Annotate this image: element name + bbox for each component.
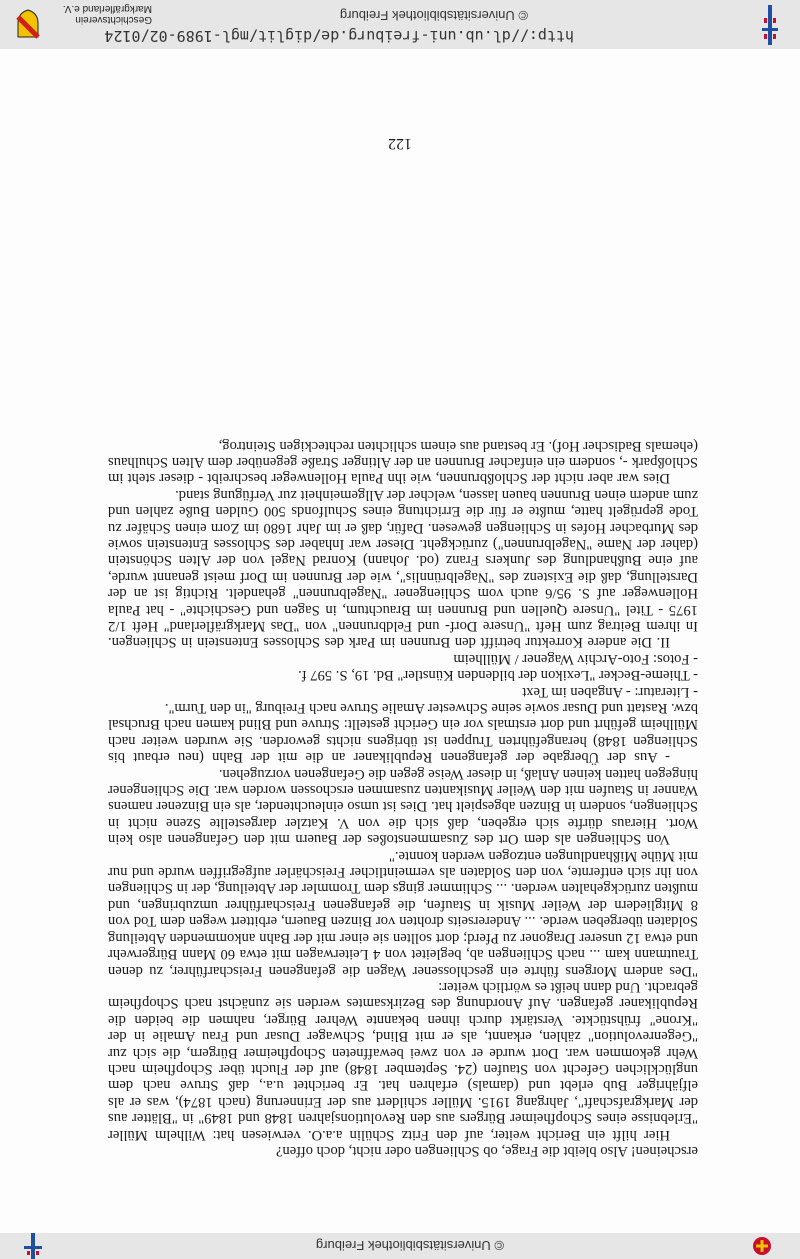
university-emblem-icon xyxy=(24,1233,42,1259)
paragraph-schlossbrunnen: Dies war aber nicht der Schloßbrunnen, wie ihn Paula Hollenweger beschreibt - dieser steht im Schloßpark -, sondern ein einfacher Brunnen an der Altinger Straße gegenüber dem Alten Schulhaus (ehemals Badischer Hof). Er bestand aus einem schlichten rechteckigen Steintrog, xyxy=(108,437,698,487)
photo-credit: - Fotos: Foto-Archiv Wagener / Müllheim xyxy=(453,650,698,667)
university-emblem-icon xyxy=(762,5,778,45)
paragraph-transfer: - Aus der Übergabe der gefangenen Republikaner an die mit der Bahn (neu erbaut bis Schliengen 1848) herangeführten Truppen ist übrigens nichts geworden. Sie wurden weiter nach Müllheim geführt und dort erstmals vor ein Gericht gestellt: Struve und Blind kamen nach Bruchsal bzw. Rastatt und Dusar sowie seine Schwester Amalie Struve nach Freiburg "in den Turm". xyxy=(108,700,698,766)
library-credit: © Universitätsbibliothek Freiburg xyxy=(339,8,528,23)
top-library-band xyxy=(0,1233,800,1259)
document-url[interactable]: http://dl.ub.uni-freiburg.de/diglit/mgl-1989-02/0124 xyxy=(104,27,574,45)
paragraph-brunnen: II. Die andere Korrektur betrifft den Brunnen im Park des Schlosses Entenstein in Schliengen. In ihrem Beitrag zum Heft "Unsere Dorf- und Feldbrunnen" von "Das Markgräflerland" Heft 1/2 1975 - Titel "Unsere Quellen und Brunnen im Brauchtum, in Sagen und Geschichte" - hat Paula Hollenweger auf S. 95/6 auch vom Schliengener "Nagelbrunnen" gehandelt. Richtig ist an der Darstellung, daß die Existenz des "Nagelbrünnlis", wie der Brunnen im Dorf meist genannt wurde, auf eine Bußhandlung des Junkers Franz (od. Johann) Konrad Nagel von der Alten Schönstein (daher der Name "Nagelbrunnen") zurückgeht. Dieser war Inhaber des Schlosses Entenstein sowie des Murbacher Hofes in Schliengen gewesen. Dafür, daß er im Jahr 1680 im Zorn einen Schäfer zu Tode geprügelt hatte, mußte er für die Errichtung eines Schulfonds 500 Gulden Buße zahlen und zum andern einen Brunnen bauen lassen, welcher der Allgemeinheit zur Verfügung stand. xyxy=(108,486,698,651)
library-credit: © Universitätsbibliothek Freiburg xyxy=(315,1238,504,1253)
paragraph-intro: erscheinen! Also bleibt die Frage, ob Schliengen oder nicht, doch offen? xyxy=(275,1143,698,1159)
literature-reference: - Thieme-Becker "Lexikon der bildenden Künstler" Bd. 19, S. 597 f. xyxy=(298,667,698,684)
bottom-url-band xyxy=(0,0,800,49)
library-logo-icon xyxy=(752,1236,772,1256)
society-coat-of-arms-icon xyxy=(16,9,40,39)
literature-line: - Literatur: - Angaben im Text xyxy=(522,683,698,700)
society-name-line2: Markgräflerland e.V. xyxy=(62,3,152,14)
quotation-block: "Des andern Morgens führte ein geschlossener Wagen die gefangenen Freischarführer, zu denen Trautmann kam ... nach Schliengen ab, begleitet von 4 Leiterwagen mit etwa 60 Mann Bürgerwehr und etwa 12 unserer Dragoner zu Pferd; dort sollten sie einer mit der Bahn ankommenden Abteilung Soldaten übergeben werde. ... Andererseits drohten vor Binzen Bauern, erbittert wegen dem Tod von 8 Mitgliedern der Weiler Musik in Staufen, die gefangenen Freischarführer umzubringen, und mußten zurückgehalten werden. ... Schlimmer gings dem Trommler der Abteilung, der in Schliengen von ihr sich entfernte, von den Soldaten als vermeintlicher Freischärler aufgegriffen wurde und nur mit Mühe Mißhandlungen entzogen werden konnte." xyxy=(108,847,698,979)
paragraph-mueller-report: Hier hilft ein Bericht weiter, auf den Fritz Schülin a.a.O. verwiesen hat: Wilhelm Müller "Erlebnisse eines Schopfheimer Bürgers aus den Revolutionsjahren 1848 und 1849" in "Blätter aus der Markgrafschaft", Jahrgang 1915. Müller schildert aus der Erinnerung (nach 1874), was er als elfjähriger Bub erlebt und (damals) erfahren hat. Er berichtet u.a., daß Struve nach dem unglücklichen Gefecht von Staufen (24. September 1848) auf der Flucht über Schopfheim nach Wehr gekommen war. Dort wurde er von zwei bewaffneten Schopfheimer Bürgern, die sich zur "Gegenrevolution" zählen, erkannt, als er mit Blind, Schwager Dusar und Frau Amalie in der "Krone" frühstückte. Verstärkt durch ihnen bekannte Wehrer Bürger, nahmen die beiden die Republikaner gefangen. Auf Anordnung des Bezirksamtes werden sie zunächst nach Schopfheim gebracht. Und dann heißt es wörtlich weiter: xyxy=(108,978,698,1143)
society-name-line1: Geschichtsverein xyxy=(75,14,152,25)
paragraph-conclusion: Von Schliengen als dem Ort des Zusammenstoßes der Bauern mit den Gefangenen also kein Wort. Hieraus dürfte sich ergeben, daß sich die von V. Katzler dargestellte Szene nicht in Schliengen, sondern in Binzen abgespielt hat. Dies ist umso einleuchtender, als ein Binzener namens Wanner in Staufen mit den Weiler Musikanten zusammen erschossen worden war. Die Schliengener hingegen hatten keinen Anlaß, in dieser Weise gegen die Gefangenen vorzugehen. xyxy=(108,765,698,848)
page-body xyxy=(108,437,698,1159)
page-number: 122 xyxy=(388,135,412,152)
